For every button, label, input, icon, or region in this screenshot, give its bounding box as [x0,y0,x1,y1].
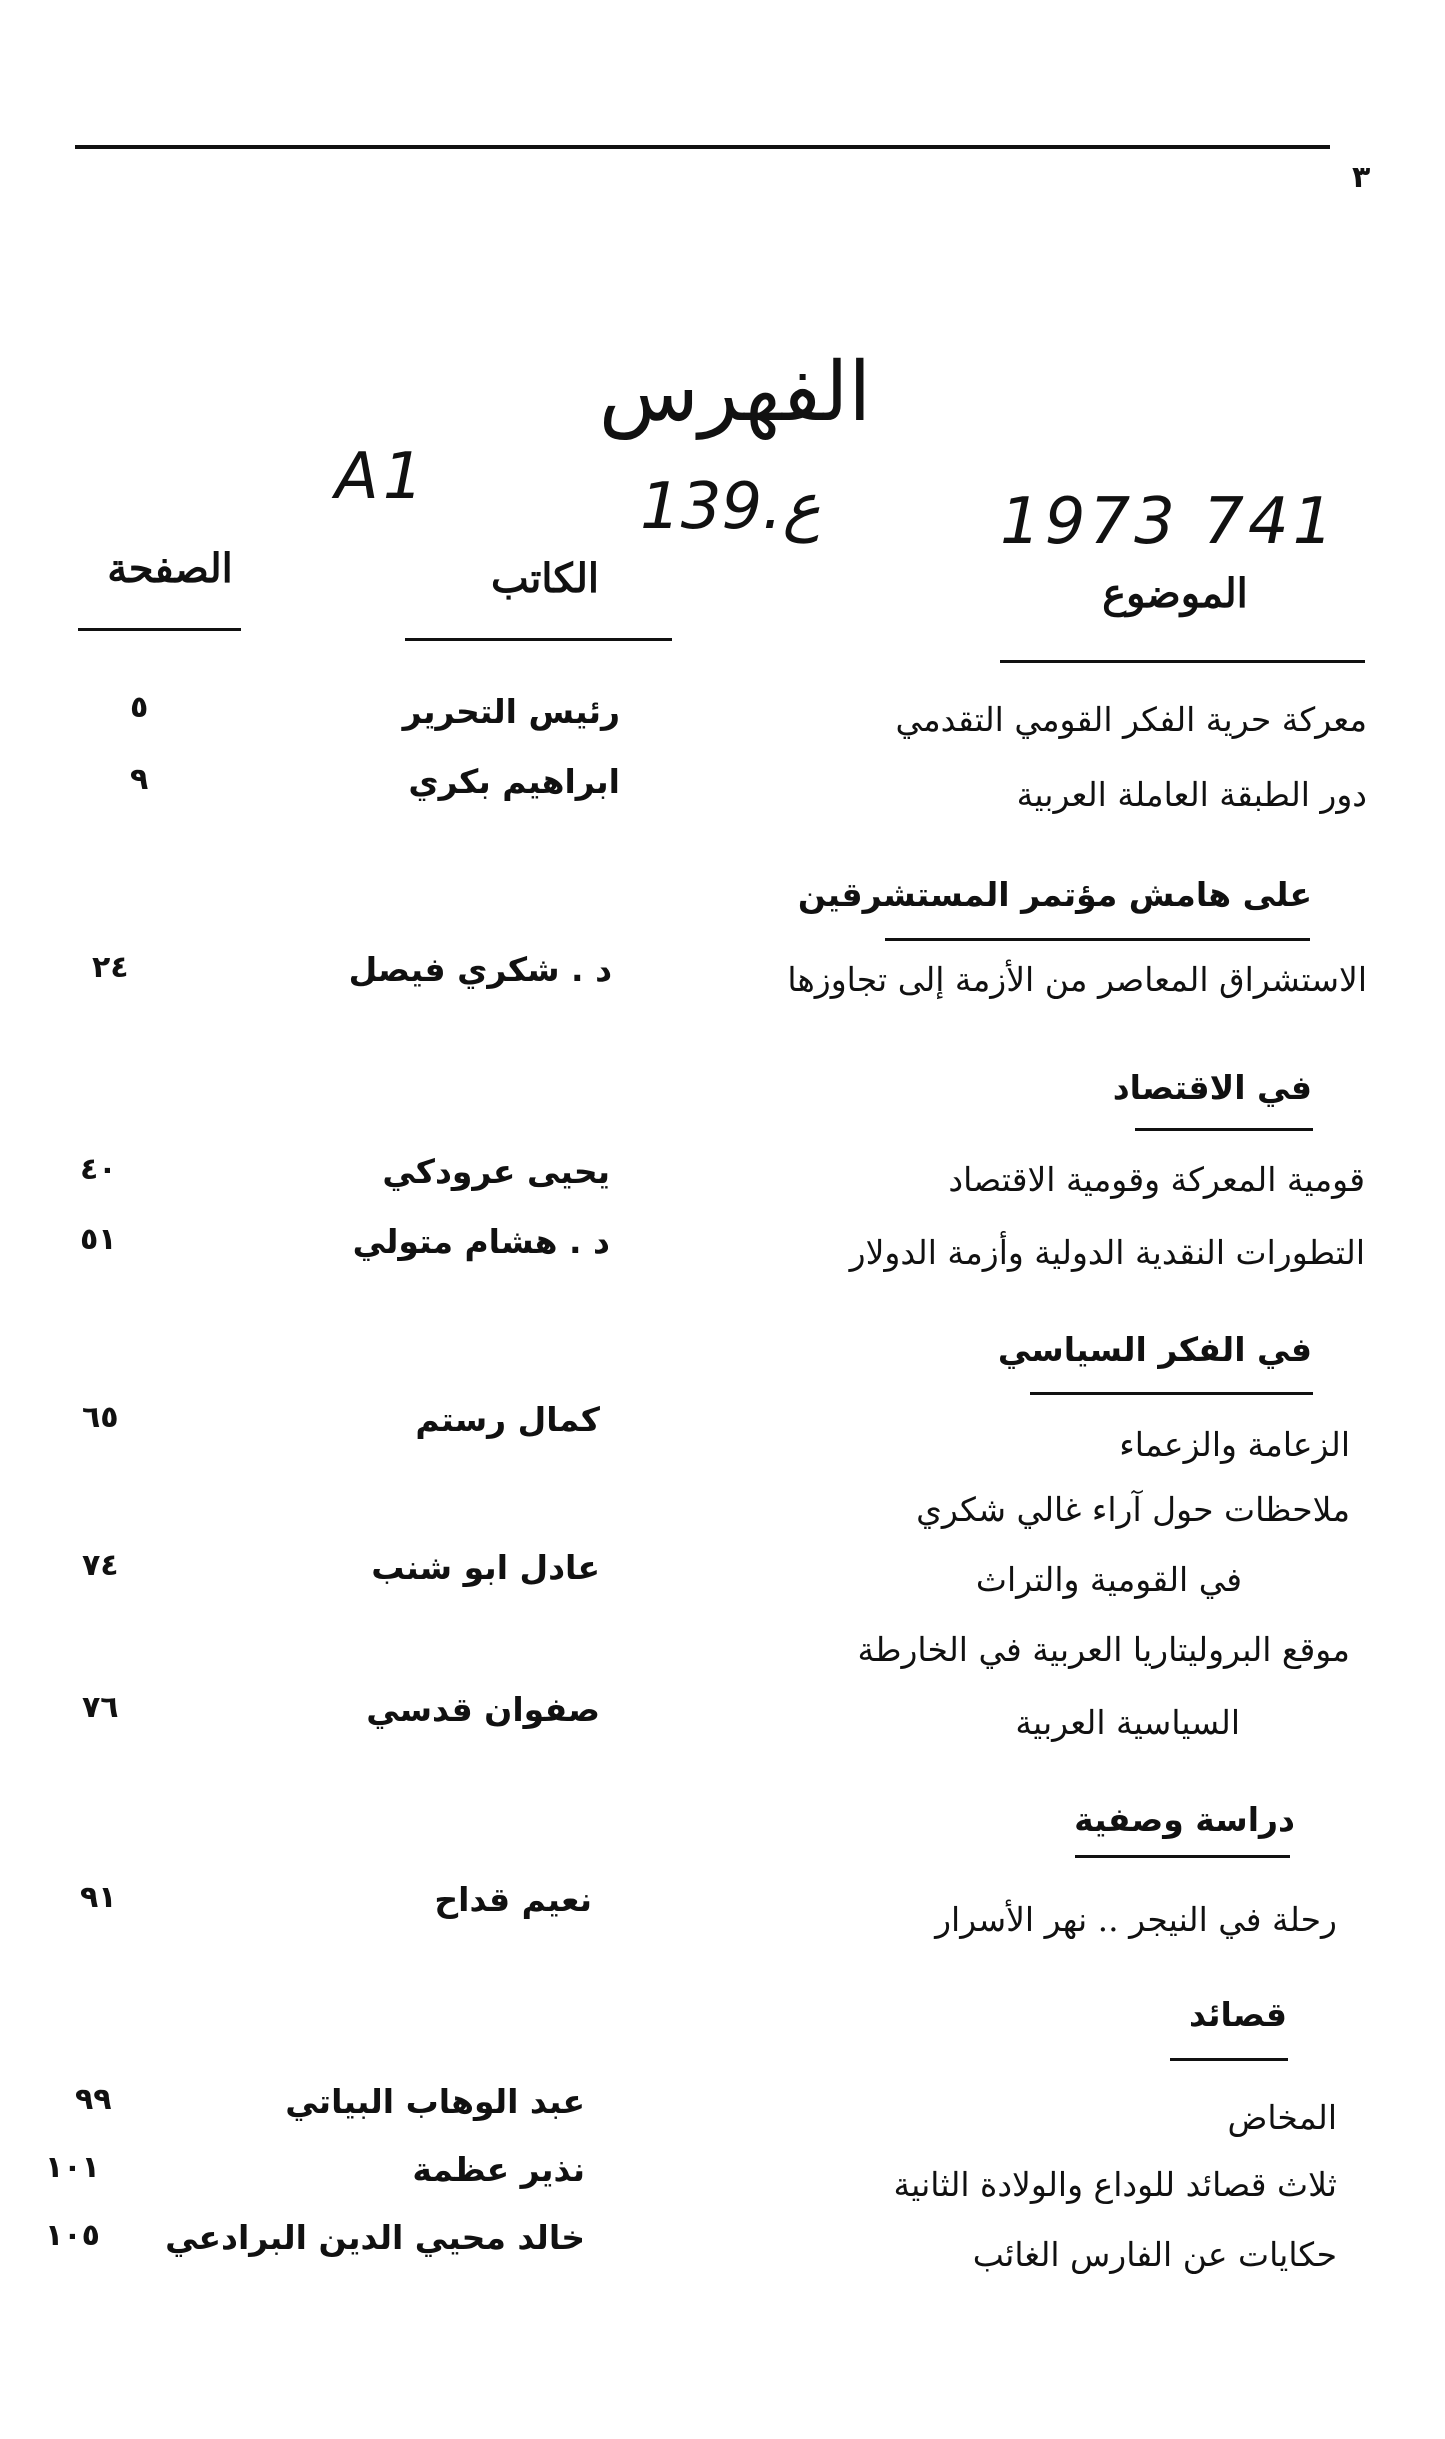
section-underline [1135,1128,1313,1131]
column-header-author: الكاتب [491,555,599,602]
section-heading: دراسة وصفية [1074,1800,1295,1839]
column-rule-author [405,638,672,641]
list-item-author: يحيى عرودكي [382,1152,610,1191]
list-item-author: نذير عظمة [412,2150,585,2189]
column-rule-topic [1000,660,1365,663]
list-item-author: ابراهيم بكري [408,762,620,801]
list-item-page: ٩ [130,762,149,797]
list-item-page: ٩١ [80,1880,117,1915]
list-item-topic: ثلاث قصائد للوداع والولادة الثانية [893,2165,1337,2204]
column-header-topic: الموضوع [1102,570,1248,617]
list-item-author: د . شكري فيصل [348,950,612,989]
list-item-topic: الاستشراق المعاصر من الأزمة إلى تجاوزها [787,960,1367,999]
column-header-page: الصفحة [107,545,233,592]
list-item-page: ٩٩ [75,2082,112,2117]
list-item-page: ٧٦ [82,1690,119,1725]
list-item-topic: رحلة في النيجر .. نهر الأسرار [935,1900,1337,1939]
section-underline [1030,1392,1313,1395]
list-item-topic: المخاض [1227,2098,1337,2137]
list-item-topic: الزعامة والزعماء [1119,1425,1350,1464]
section-heading: قصائد [1189,1995,1287,2034]
list-item-author: نعيم قداح [434,1880,592,1919]
section-heading: في الفكر السياسي [997,1330,1312,1369]
page-number: ٣ [1352,160,1371,195]
page-title: الفهرس [598,345,872,440]
column-rule-page [78,628,241,631]
section-underline [1075,1855,1290,1858]
list-item-page: ٤٠ [80,1152,117,1187]
list-item-topic: دور الطبقة العاملة العربية [1016,775,1367,814]
list-item-page: ٦٥ [82,1400,119,1435]
list-item-page: ٥١ [80,1222,117,1257]
section-heading: في الاقتصاد [1112,1068,1312,1107]
section-underline [1170,2058,1288,2061]
list-item-page: ١٠١ [45,2150,100,2185]
section-underline [885,938,1310,941]
list-item-author: صفوان قدسي [366,1690,600,1729]
list-item-author: عبد الوهاب البياتي [285,2082,585,2121]
handwritten-code: A1 [335,440,428,514]
list-item-topic: السياسية العربية [1015,1703,1240,1742]
list-item-page: ١٠٥ [45,2218,100,2253]
header-rule [75,145,1330,149]
list-item-topic: موقع البروليتاريا العربية في الخارطة [857,1630,1350,1669]
list-item-topic: ملاحظات حول آراء غالي شكري [916,1490,1350,1529]
handwritten-date: 1973 741 [1000,485,1338,559]
list-item-page: ٢٤ [92,950,129,985]
list-item-topic: حكايات عن الفارس الغائب [972,2235,1337,2274]
handwritten-number: 139.ع [640,470,821,544]
list-item-topic: قومية المعركة وقومية الاقتصاد [948,1160,1365,1199]
list-item-topic: التطورات النقدية الدولية وأزمة الدولار [849,1233,1365,1272]
list-item-author: كمال رستم [415,1400,600,1439]
section-heading: على هامش مؤتمر المستشرقين [797,875,1312,914]
list-item-topic: معركة حرية الفكر القومي التقدمي [895,700,1367,739]
list-item-author: د . هشام متولي [352,1222,610,1261]
list-item-author: رئيس التحرير [402,692,620,731]
list-item-page: ٧٤ [82,1548,119,1583]
list-item-page: ٥ [130,690,149,725]
list-item-topic: في القومية والتراث [975,1560,1242,1599]
list-item-author: خالد محيي الدين البرادعي [165,2218,585,2257]
list-item-author: عادل ابو شنب [371,1548,600,1587]
